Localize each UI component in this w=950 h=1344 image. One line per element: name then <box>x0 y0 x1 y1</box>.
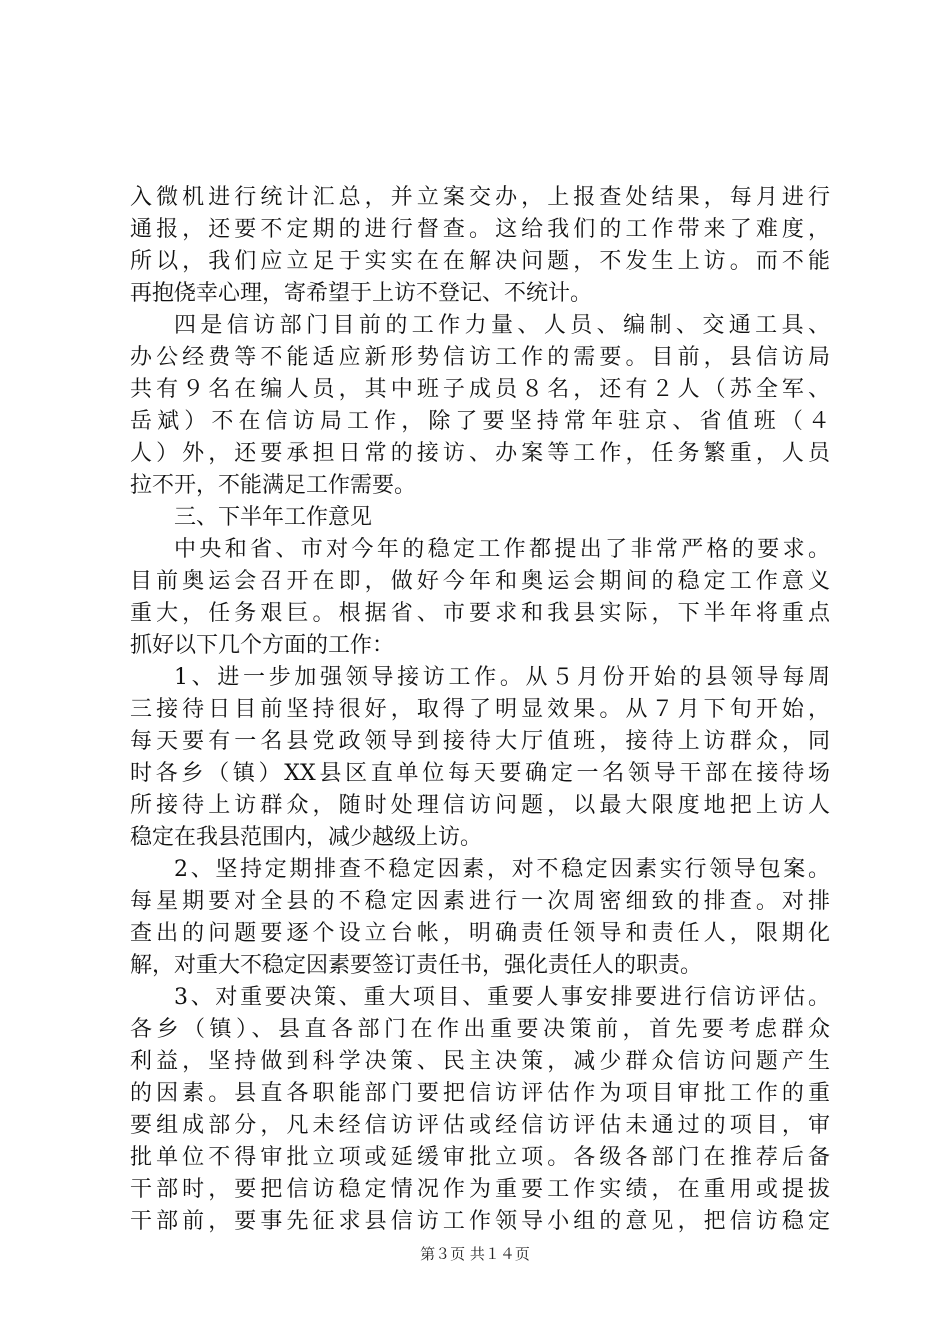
body-text-line: 目前奥运会召开在即，做好今年和奥运会期间的稳定工作意义 <box>130 569 830 594</box>
body-text-line: 所接待上访群众，随时处理信访问题，以最大限度地把上访人 <box>130 793 830 818</box>
body-text-line: 每天要有一名县党政领导到接待大厅值班，接待上访群众，同 <box>130 729 830 754</box>
page-number-footer: 第３页 共１４页 <box>420 1245 530 1263</box>
body-text-line: 三接待日目前坚持很好，取得了明显效果。从７月下旬开始， <box>130 697 830 722</box>
body-text-line: 查出的问题要逐个设立台帐，明确责任领导和责任人，限期化 <box>130 921 830 946</box>
body-text-line: 中央和省、市对今年的稳定工作都提出了非常严格的要求。 <box>174 537 830 562</box>
body-text-line: 入微机进行统计汇总，并立案交办，上报查处结果，每月进行 <box>130 185 830 210</box>
body-text-line: 抓好以下几个方面的工作： <box>130 633 395 658</box>
body-text-line: 每星期要对全县的不稳定因素进行一次周密细致的排查。对排 <box>130 889 830 914</box>
body-text-line: 解，对重大不稳定因素要签订责任书，强化责任人的职责。 <box>130 953 703 978</box>
body-text-line: 人）外，还要承担日常的接访、办案等工作，任务繁重，人员 <box>130 441 830 466</box>
body-text-line: 拉不开，不能满足工作需要。 <box>130 473 417 498</box>
list-item-line: 1、进一步加强领导接访工作。从５月份开始的县领导每周 <box>174 665 830 690</box>
body-text-line: 重大，任务艰巨。根据省、市要求和我县实际，下半年将重点 <box>130 601 830 626</box>
body-text-line: 岳斌）不在信访局工作，除了要坚持常年驻京、省值班（４ <box>130 409 830 434</box>
body-text-line: 四是信访部门目前的工作力量、人员、编制、交通工具、 <box>174 313 830 338</box>
list-item-line: 2、坚持定期排查不稳定因素，对不稳定因素实行领导包案。 <box>174 857 830 882</box>
body-text-line: 稳定在我县范围内，减少越级上访。 <box>130 825 483 850</box>
body-text-line: 要组成部分，凡未经信访评估或经信访评估未通过的项目，审 <box>130 1113 830 1138</box>
list-item-line: 3、对重要决策、重大项目、重要人事安排要进行信访评估。 <box>174 985 830 1010</box>
body-text-line: 干部时，要把信访稳定情况作为重要工作实绩，在重用或提拔 <box>130 1177 830 1202</box>
body-text-line: 干部前，要事先征求县信访工作领导小组的意见，把信访稳定 <box>130 1209 830 1234</box>
body-text-line: 所以，我们应立足于实实在在解决问题，不发生上访。而不能 <box>130 249 830 274</box>
body-text-line: 的因素。县直各职能部门要把信访评估作为项目审批工作的重 <box>130 1081 830 1106</box>
section-heading: 三、下半年工作意见 <box>174 505 373 530</box>
body-text-line: 办公经费等不能适应新形势信访工作的需要。目前，县信访局 <box>130 345 830 370</box>
body-text-line: 再抱侥幸心理，寄希望于上访不登记、不统计。 <box>130 281 593 306</box>
document-body <box>130 182 830 1238</box>
body-text-line: 各乡（镇）、县直各部门在作出重要决策前，首先要考虑群众 <box>130 1017 830 1042</box>
body-text-line: 批单位不得审批立项或延缓审批立项。各级各部门在推荐后备 <box>130 1145 830 1170</box>
body-text-line: 利益，坚持做到科学决策、民主决策，减少群众信访问题产生 <box>130 1049 830 1074</box>
body-text-line: 通报，还要不定期的进行督查。这给我们的工作带来了难度， <box>130 217 830 242</box>
body-text-line: 共有９名在编人员，其中班子成员８名，还有２人（苏全军、 <box>130 377 830 402</box>
body-text-line: 时各乡（镇）XX县区直单位每天要确定一名领导干部在接待场 <box>130 761 830 786</box>
